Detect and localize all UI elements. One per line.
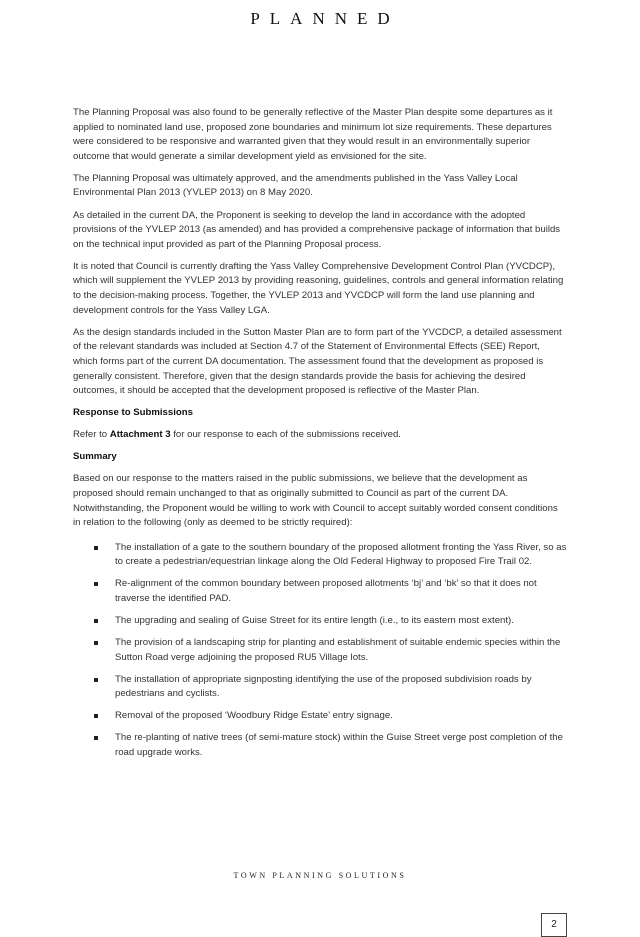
- list-item: [73, 673, 567, 702]
- bullet-icon: [94, 641, 98, 645]
- list-item-text: Re-alignment of the common boundary between proposed allotments ‘bj’ and ‘bk’ so that it does not traverse the identified PAD.: [115, 578, 537, 605]
- paragraph: As detailed in the current DA, the Proponent is seeking to develop the land in accordance with the adopted provisions of the YVLEP 2013 (as amended) and has provided a comprehensive package of information that builds on the technical input provided as part of the Planning Proposal process.: [73, 209, 561, 250]
- paragraph: As the design standards included in the Sutton Master Plan are to form part of the YVCDCP, a detailed assessment of the relevant standards was included at Section 4.7 of the Statement of Environmental Effects (SEE) Report, which forms part of the current DA documentation. The assessment found that the development as proposed is generally consistent. Therefore, given that the design standards provide the basis for achieving the desired outcomes, it should be accepted that the development proposed is reflective of the Master Plan.: [73, 326, 562, 397]
- summary-intro: Based on our response to the matters raised in the public submissions, we believe that the development as proposed should remain unchanged to that as originally submitted to Council as part of the current DA. Notwithstanding, the Proponent would be willing to work with Council to accept suitably worded consent conditions in relation to the following (only as deemed to be strictly required):: [73, 473, 558, 529]
- conditions-list: [73, 541, 567, 760]
- list-item: [73, 577, 567, 606]
- response-text-before: Refer to: [73, 429, 110, 441]
- bullet-icon: [94, 714, 98, 718]
- list-item-text: The installation of appropriate signposting identifying the use of the proposed subdivision roads by pedestrians and cyclists.: [115, 673, 532, 700]
- response-text-after: for our response to each of the submissions received.: [170, 429, 401, 441]
- paragraph: The Planning Proposal was also found to be generally reflective of the Master Plan despite some departures as it applied to nominated land use, proposed zone boundaries and minimum lot size requirements. These departures were considered to be responsive and warranted given that they would result in an environmentally superior outcome that would generate a similar development yield as envisioned for the site.: [73, 107, 553, 162]
- attachment-reference: Attachment 3: [109, 429, 171, 441]
- list-item: [73, 636, 567, 665]
- list-item-text: The provision of a landscaping strip for planting and establishment of suitable endemic species within the Sutton Road verge adjoining the proposed RU5 Village lots.: [115, 636, 561, 663]
- paragraph: It is noted that Council is currently drafting the Yass Valley Comprehensive Development Control Plan (YVCDCP), which will supplement the YVLEP 2013 by providing reasoning, guidelines, controls and general information relating to the decision-making process. Together, the YVLEP 2013 and YVCDCP will form the land use planning and development controls for the Yass Valley LGA.: [73, 260, 564, 316]
- bullet-icon: [94, 678, 98, 682]
- list-item: [73, 614, 567, 629]
- bullet-icon: [94, 736, 98, 740]
- list-item: [73, 731, 567, 760]
- response-paragraph: [73, 428, 567, 443]
- main-content: [73, 106, 567, 768]
- list-item-text: The installation of a gate to the southern boundary of the proposed allotment fronting the Yass River, so as to create a pedestrian/equestrian linkage along the Old Federal Highway to proposed Fire Trail 02.: [115, 541, 567, 568]
- footer-text: TOWN PLANNING SOLUTIONS: [233, 871, 407, 880]
- list-item-text: The re-planting of native trees (of semi-mature stock) within the Guise Street verge post completion of the road upgrade works.: [115, 732, 563, 758]
- list-item-text: Removal of the proposed ‘Woodbury Ridge Estate’ entry signage.: [115, 710, 393, 722]
- page-number: 2: [541, 913, 567, 937]
- list-item: [73, 541, 567, 570]
- bullet-icon: [94, 582, 98, 586]
- response-heading: Response to Submissions: [73, 407, 193, 419]
- bullet-icon: [94, 619, 98, 623]
- bullet-icon: [94, 546, 98, 550]
- list-item-text: The upgrading and sealing of Guise Street for its entire length (i.e., to its eastern most extent).: [115, 615, 514, 626]
- list-item: [73, 709, 567, 724]
- summary-heading: Summary: [73, 451, 117, 463]
- header-logo: PLANNED: [250, 9, 400, 28]
- paragraph: The Planning Proposal was ultimately approved, and the amendments published in the Yass Valley Local Environmental Plan 2013 (YVLEP 2013) on 8 May 2020.: [73, 172, 518, 199]
